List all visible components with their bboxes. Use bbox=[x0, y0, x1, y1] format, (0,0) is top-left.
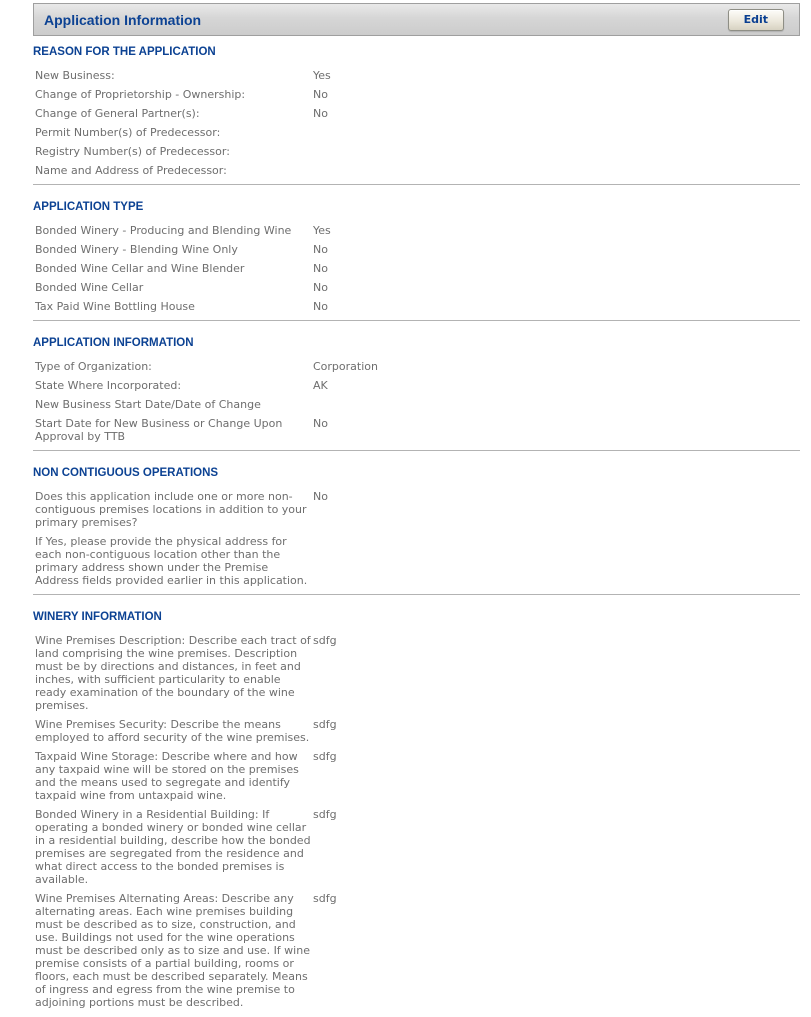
page-header-bar bbox=[33, 3, 800, 36]
field-label: Taxpaid Wine Storage: Describe where and how any taxpaid wine will be stored on the premises and the means used to segregate and identify taxpaid wine from untaxpaid wine. bbox=[35, 750, 299, 802]
field-row bbox=[35, 278, 800, 297]
field-value: No bbox=[313, 490, 328, 503]
field-value: sdfg bbox=[313, 808, 337, 821]
field-label: Registry Number(s) of Predecessor: bbox=[35, 145, 230, 158]
field-value: No bbox=[313, 243, 328, 256]
field-label: Wine Premises Security: Describe the means employed to afford security of the wine premises. bbox=[35, 718, 310, 744]
field-row bbox=[35, 747, 800, 805]
field-label: Wine Premises Alternating Areas: Describe any alternating areas. Each wine premises building must be described as to size, construction, and use. Buildings not used for the wine operations must be described only as to size and use. If wine premise consists of a partial building, rooms or floors, each must be described separately. Means of ingress and egress from the wine premise to adjoining portions must be described. bbox=[35, 892, 310, 1009]
field-label: Bonded Wine Cellar and Wine Blender bbox=[35, 262, 245, 275]
field-value: No bbox=[313, 88, 328, 101]
field-label: New Business Start Date/Date of Change bbox=[35, 398, 261, 411]
form-section bbox=[33, 46, 800, 185]
field-label: If Yes, please provide the physical address for each non-contiguous location other than the primary address shown under the Premise Address fields provided earlier in this application. bbox=[35, 535, 308, 587]
field-row bbox=[35, 395, 800, 414]
field-label: Bonded Winery - Blending Wine Only bbox=[35, 243, 238, 256]
form-section bbox=[33, 321, 800, 451]
field-row bbox=[35, 631, 800, 715]
page-title: Application Information bbox=[44, 11, 202, 28]
field-row bbox=[35, 104, 800, 123]
field-row bbox=[35, 123, 800, 142]
sections-container bbox=[33, 46, 800, 1012]
field-label: Wine Premises Description: Describe each tract of land comprising the wine premises. Description must be by directions and distances, in feet and inches, with sufficient particularity to enable ready examination of the boundary of the wine premises. bbox=[35, 634, 311, 712]
section-rows bbox=[33, 631, 800, 1012]
section-rows bbox=[33, 66, 800, 180]
field-label: Bonded Wine Cellar bbox=[35, 281, 144, 294]
section-rows bbox=[33, 487, 800, 590]
field-row bbox=[35, 85, 800, 104]
field-row bbox=[35, 487, 800, 532]
field-label: Tax Paid Wine Bottling House bbox=[35, 300, 195, 313]
form-section bbox=[33, 595, 800, 1012]
field-value: Corporation bbox=[313, 360, 378, 373]
field-label: Change of Proprietorship - Ownership: bbox=[35, 88, 246, 101]
form-section bbox=[33, 451, 800, 595]
section-rows bbox=[33, 357, 800, 446]
field-value: Yes bbox=[313, 224, 331, 237]
field-row bbox=[35, 414, 800, 446]
field-row bbox=[35, 715, 800, 747]
field-value: sdfg bbox=[313, 750, 337, 763]
field-value: No bbox=[313, 281, 328, 294]
field-label: Name and Address of Predecessor: bbox=[35, 164, 227, 177]
field-value: sdfg bbox=[313, 892, 337, 905]
field-label: Bonded Winery - Producing and Blending Wine bbox=[35, 224, 292, 237]
section-heading: REASON FOR THE APPLICATION bbox=[33, 46, 216, 58]
field-row bbox=[35, 259, 800, 278]
field-label: Type of Organization: bbox=[35, 360, 152, 373]
field-value: sdfg bbox=[313, 634, 337, 647]
field-label: Permit Number(s) of Predecessor: bbox=[35, 126, 221, 139]
field-row bbox=[35, 142, 800, 161]
edit-button[interactable]: Edit bbox=[728, 9, 784, 31]
field-label: Start Date for New Business or Change Upon Approval by TTB bbox=[35, 417, 283, 443]
field-label: Change of General Partner(s): bbox=[35, 107, 200, 120]
field-row bbox=[35, 297, 800, 316]
field-row bbox=[35, 889, 800, 1012]
section-heading: APPLICATION INFORMATION bbox=[33, 337, 194, 349]
field-row bbox=[35, 66, 800, 85]
field-value: AK bbox=[313, 379, 328, 392]
field-row bbox=[35, 532, 800, 590]
section-heading: APPLICATION TYPE bbox=[33, 201, 144, 213]
field-label: Does this application include one or more non-contiguous premises locations in addition to your primary premises? bbox=[35, 490, 307, 529]
field-label: Bonded Winery in a Residential Building: If operating a bonded winery or bonded wine cellar in a residential building, describe how the bonded premises are segregated from the residence and what direct access to the bonded premises is available. bbox=[35, 808, 311, 886]
form-section bbox=[33, 185, 800, 321]
field-row bbox=[35, 161, 800, 180]
section-heading: NON CONTIGUOUS OPERATIONS bbox=[33, 467, 219, 479]
field-value: No bbox=[313, 262, 328, 275]
field-row bbox=[35, 376, 800, 395]
section-heading: WINERY INFORMATION bbox=[33, 611, 162, 623]
field-row bbox=[35, 805, 800, 889]
field-row bbox=[35, 240, 800, 259]
section-rows bbox=[33, 221, 800, 316]
field-label: New Business: bbox=[35, 69, 115, 82]
field-value: No bbox=[313, 300, 328, 313]
field-row bbox=[35, 357, 800, 376]
field-value: Yes bbox=[313, 69, 331, 82]
field-row bbox=[35, 221, 800, 240]
field-value: No bbox=[313, 417, 328, 430]
field-value: No bbox=[313, 107, 328, 120]
field-value: sdfg bbox=[313, 718, 337, 731]
field-label: State Where Incorporated: bbox=[35, 379, 182, 392]
